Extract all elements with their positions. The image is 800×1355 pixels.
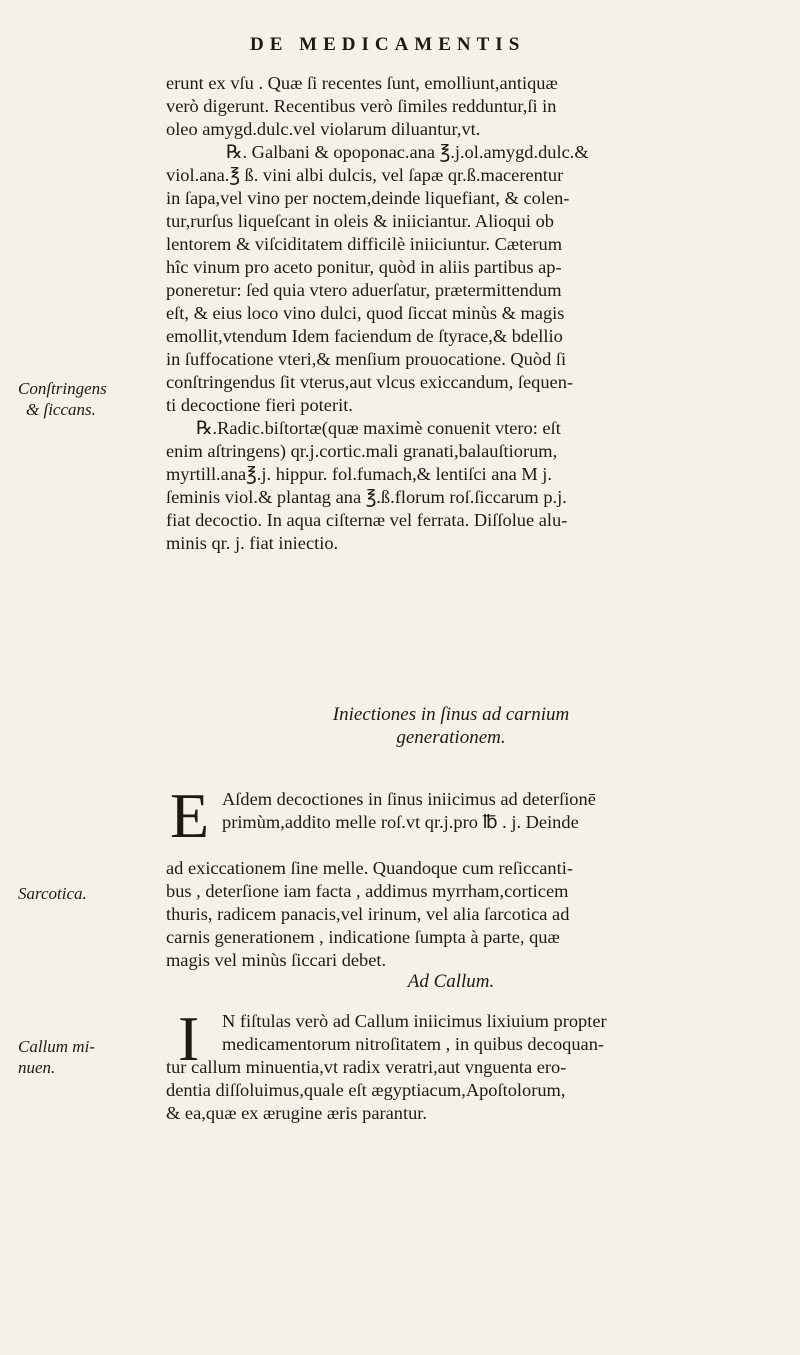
text-block-2 xyxy=(166,857,736,972)
text-line: N fiſtulas verò ad Callum iniicimus lixiuium propter xyxy=(222,1011,607,1031)
dropcap-e: E xyxy=(170,780,210,851)
margin-note-constringens xyxy=(18,378,168,420)
text-line: verò digerunt. Recentibus verò ſimiles redduntur,ſi in xyxy=(166,96,557,116)
text-line: eſt, & eius loco vino dulci, quod ſiccat minùs & magis xyxy=(166,303,565,323)
text-block-3 xyxy=(166,1056,736,1125)
text-line: medicamentorum nitroſitatem , in quibus decoquan- xyxy=(222,1034,605,1054)
text-line: Aſdem decoctiones in ſinus iniicimus ad deterſionē xyxy=(222,789,596,809)
heading-line: generationem. xyxy=(396,727,506,748)
text-line: tur callum minuentia,vt radix veratri,aut vnguenta ero- xyxy=(166,1057,567,1077)
text-line: ti decoctione fieri poterit. xyxy=(166,395,353,415)
text-block-1 xyxy=(166,72,736,555)
text-line: in ſuffocatione vteri,& menſium prouocatione. Quòd ſi xyxy=(166,349,567,369)
text-line: poneretur: ſed quia vtero aduerſatur, prætermittendum xyxy=(166,280,562,300)
text-line: tur,rurſus liqueſcant in oleis & iniiciantur. Alioqui ob xyxy=(166,211,554,231)
text-line: lentorem & viſciditatem difficilè iniiciuntur. Cæterum xyxy=(166,234,562,254)
text-line: viol.ana.℥ ß. vini albi dulcis, vel ſapæ qr.ß.macerentur xyxy=(166,165,564,185)
heading-line: Iniectiones in ſinus ad carnium xyxy=(332,704,570,725)
dropcap-i: I xyxy=(178,1003,200,1074)
text-line: conſtringendus ſit vterus,aut vlcus exiccandum, ſequen- xyxy=(166,372,574,392)
margin-note-line: Conſtringens xyxy=(18,379,107,398)
text-line: hîc vinum pro aceto ponitur, quòd in aliis partibus ap- xyxy=(166,257,562,277)
text-line: dentia diſſoluimus,quale eſt ægyptiacum,Apoſtolorum, xyxy=(166,1080,566,1100)
text-line: ℞.Radic.biſtortæ(quæ maximè conuenit vtero: eſt xyxy=(196,418,561,438)
text-line: emollit,vtendum Idem faciendum de ſtyrace,& bdellio xyxy=(166,326,563,346)
text-line: fiat decoctio. In aqua ciſternæ vel ferrata. Diſſolue alu- xyxy=(166,510,568,530)
text-line: in ſapa,vel vino per noctem,deinde liquefiant, & colen- xyxy=(166,188,570,208)
margin-note-callum xyxy=(18,1036,168,1078)
text-line: primùm,addito melle roſ.vt qr.j.pro ℔ . j. Deinde xyxy=(222,812,579,832)
text-line: ad exiccationem ſine melle. Quandoque cum reſiccanti- xyxy=(166,858,573,878)
text-line: bus , deterſione iam facta , addimus myrrham,corticem xyxy=(166,881,569,901)
text-line: magis vel minùs ſiccari debet. xyxy=(166,950,387,970)
text-line: oleo amygd.dulc.vel violarum diluantur,vt. xyxy=(166,119,481,139)
section-heading-iniectiones xyxy=(166,703,736,749)
margin-note-line: & ſiccans. xyxy=(26,400,96,419)
section-heading-callum: Ad Callum. xyxy=(407,971,495,992)
text-line: carnis generationem , indicatione ſumpta à parte, quæ xyxy=(166,927,560,947)
text-block-3-start xyxy=(222,1010,742,1056)
margin-note-sarcotica: Sarcotica. xyxy=(18,884,87,903)
text-line: myrtill.ana℥.j. hippur. fol.fumach,& lentiſci ana M j. xyxy=(166,464,553,484)
text-line: ſeminis viol.& plantag ana ℥.ß.florum roſ.ſiccarum p.j. xyxy=(166,487,567,507)
margin-note-line: nuen. xyxy=(18,1058,56,1077)
running-head: DE MEDICAMENTIS xyxy=(250,34,526,55)
text-block-2-start xyxy=(222,788,742,834)
text-line: minis qr. j. fiat iniectio. xyxy=(166,533,339,553)
text-line: ℞. Galbani & opoponac.ana ℥.j.ol.amygd.dulc.& xyxy=(226,142,589,162)
text-line: erunt ex vſu . Quæ ſi recentes ſunt, emolliunt,antiquæ xyxy=(166,73,558,93)
text-line: thuris, radicem panacis,vel irinum, vel alia ſarcotica ad xyxy=(166,904,570,924)
text-line: & ea,quæ ex ærugine æris parantur. xyxy=(166,1103,427,1123)
margin-note-line: Callum mi- xyxy=(18,1037,95,1056)
text-line: enim aſtringens) qr.j.cortic.mali granati,balauſtiorum, xyxy=(166,441,558,461)
